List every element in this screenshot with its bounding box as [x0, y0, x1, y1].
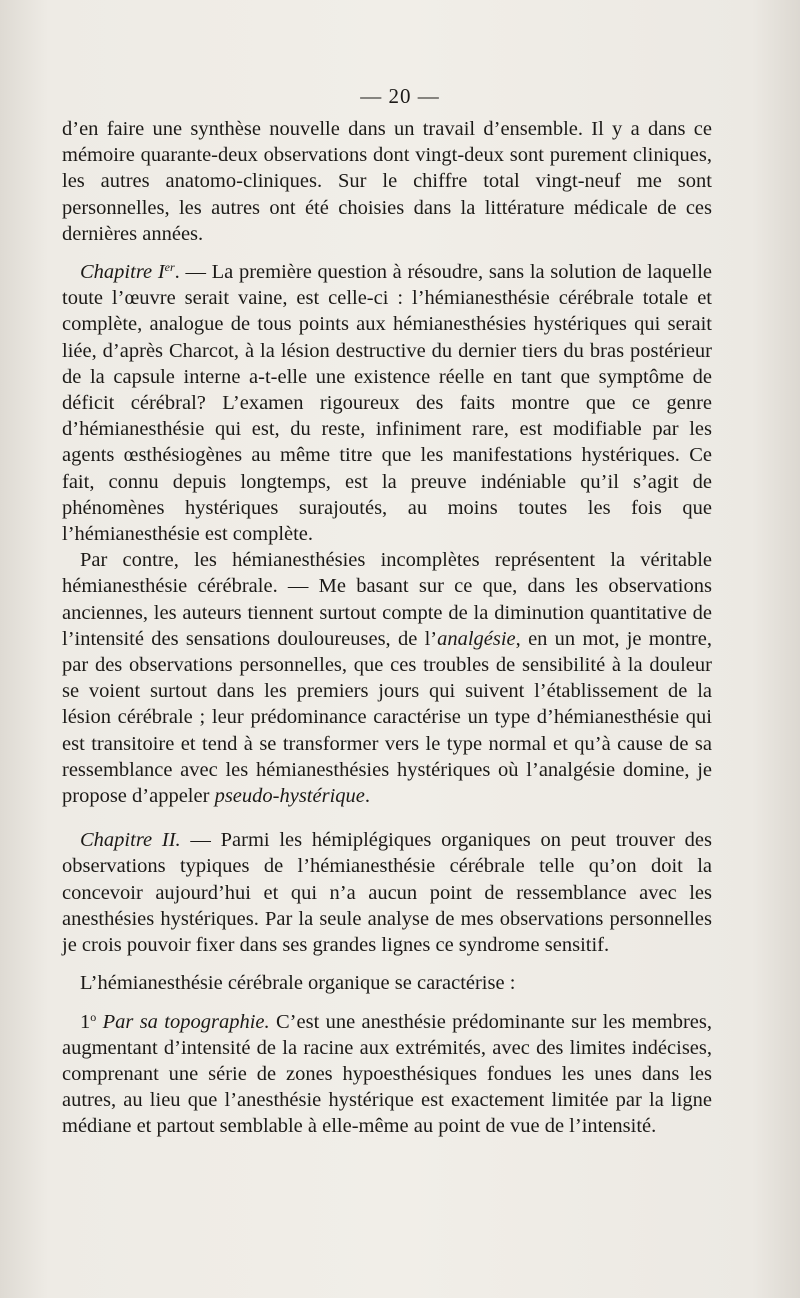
- chapter-1-period: .: [174, 261, 180, 284]
- contre-text-b: , en un mot, je montre, par des observations personnelles, que ces troubles de sensibilité à la douleur se voient surtout dans les premiers jours qui suivent l’établissement de la lésion cérébrale ; leur prédominance caractérise un type d’hémianesthésie qui est transitoire et tend à se transformer vers le type normal et qu’à cause de sa ressemblance avec les hémianesthésies hystériques où l’analgésie domine, je propose d’appeler: [62, 627, 712, 808]
- paragraph-intro: [62, 116, 712, 247]
- page-number: — 20 —: [360, 84, 440, 108]
- chapter-1-text: — La première question à résoudre, sans la solution de laquelle toute l’œuvre serait vaine, est celle-ci : l’hémianesthésie cérébrale totale et complète, analogue de tous points aux hémianesthésies hystériques qui serait liée, d’après Charcot, à la lésion destructive du dernier tiers du bras postérieur de la capsule interne a-t-elle une existence réelle en tant que symptôme de déficit cérébral? L’examen rigoureux des faits montre que ce genre d’hémianesthésie qui est, du reste, infiniment rare, est modifiable par les agents œsthésiogènes au même titre que les manifestations hystériques. Ce fait, connu depuis longtemps, est la preuve indéniable qu’il s’agit de phénomènes hystériques surajoutés, au moins toutes les fois que l’hémianesthésie est complète.: [62, 261, 712, 546]
- item-number-sup: o: [90, 1009, 97, 1024]
- chapter-2-heading: Chapitre II.: [80, 829, 181, 852]
- paragraph-chapter-2: [62, 827, 712, 958]
- contre-end: .: [364, 785, 370, 808]
- topographie-heading: Par sa topographie.: [102, 1010, 270, 1033]
- paragraph-topographie: [62, 1009, 712, 1140]
- contre-text-a: Par contre, les hémianesthésies incomplètes représentent la véritable hémianesthésie cérébrale. — Me basant sur ce que, dans les observations anciennes, les auteurs tiennent surtout compte de la diminution quantitative de l’intensité des sensations douloureuses, de l’: [62, 549, 712, 650]
- chapter-1-label: Chapitre I: [80, 261, 165, 284]
- paragraph-intro-text: d’en faire une synthèse nouvelle dans un travail d’ensemble. Il y a dans ce mémoire quarante-deux observations dont vingt-deux sont purement cliniques, les autres anatomo-cliniques. Sur le chiffre total vingt-neuf me sont personnelles, les autres ont été choisies dans la littérature médicale de ces dernières années.: [62, 118, 712, 245]
- item-number: 1: [80, 1010, 91, 1033]
- paragraph-caracterise: [62, 970, 712, 996]
- caracterise-text: L’hémianesthésie cérébrale organique se caractérise :: [80, 972, 516, 995]
- page-body: [62, 116, 712, 1140]
- pseudo-hysterique-term: pseudo-hystérique: [214, 785, 365, 808]
- topographie-text: C’est une anesthésie prédominante sur les membres, augmentant d’intensité de la racine aux extrémités, avec des limites indécises, comprenant une série de zones hypoesthésiques fondues les unes dans les autres, au lieu que l’anesthésie hystérique est exactement limitée par la ligne médiane et partout semblable à elle-même au point de vue de l’intensité.: [62, 1010, 713, 1138]
- paragraph-chapter-1: [62, 259, 712, 547]
- paragraph-contre: [62, 547, 712, 809]
- chapter-1-heading: [80, 261, 175, 283]
- chapter-2-text: — Parmi les hémiplégiques organiques on peut trouver des observations typiques de l’hémianesthésie cérébrale telle qu’on doit la concevoir aujourd’hui et qui n’a aucun point de ressemblance avec les anesthésies hystériques. Par la seule analyse de mes observations personnelles je crois pouvoir fixer dans ses grandes lignes ce syndrome sensitif.: [62, 829, 712, 957]
- chapter-1-sup: er: [164, 260, 175, 275]
- analgesie-term: analgésie: [437, 627, 516, 650]
